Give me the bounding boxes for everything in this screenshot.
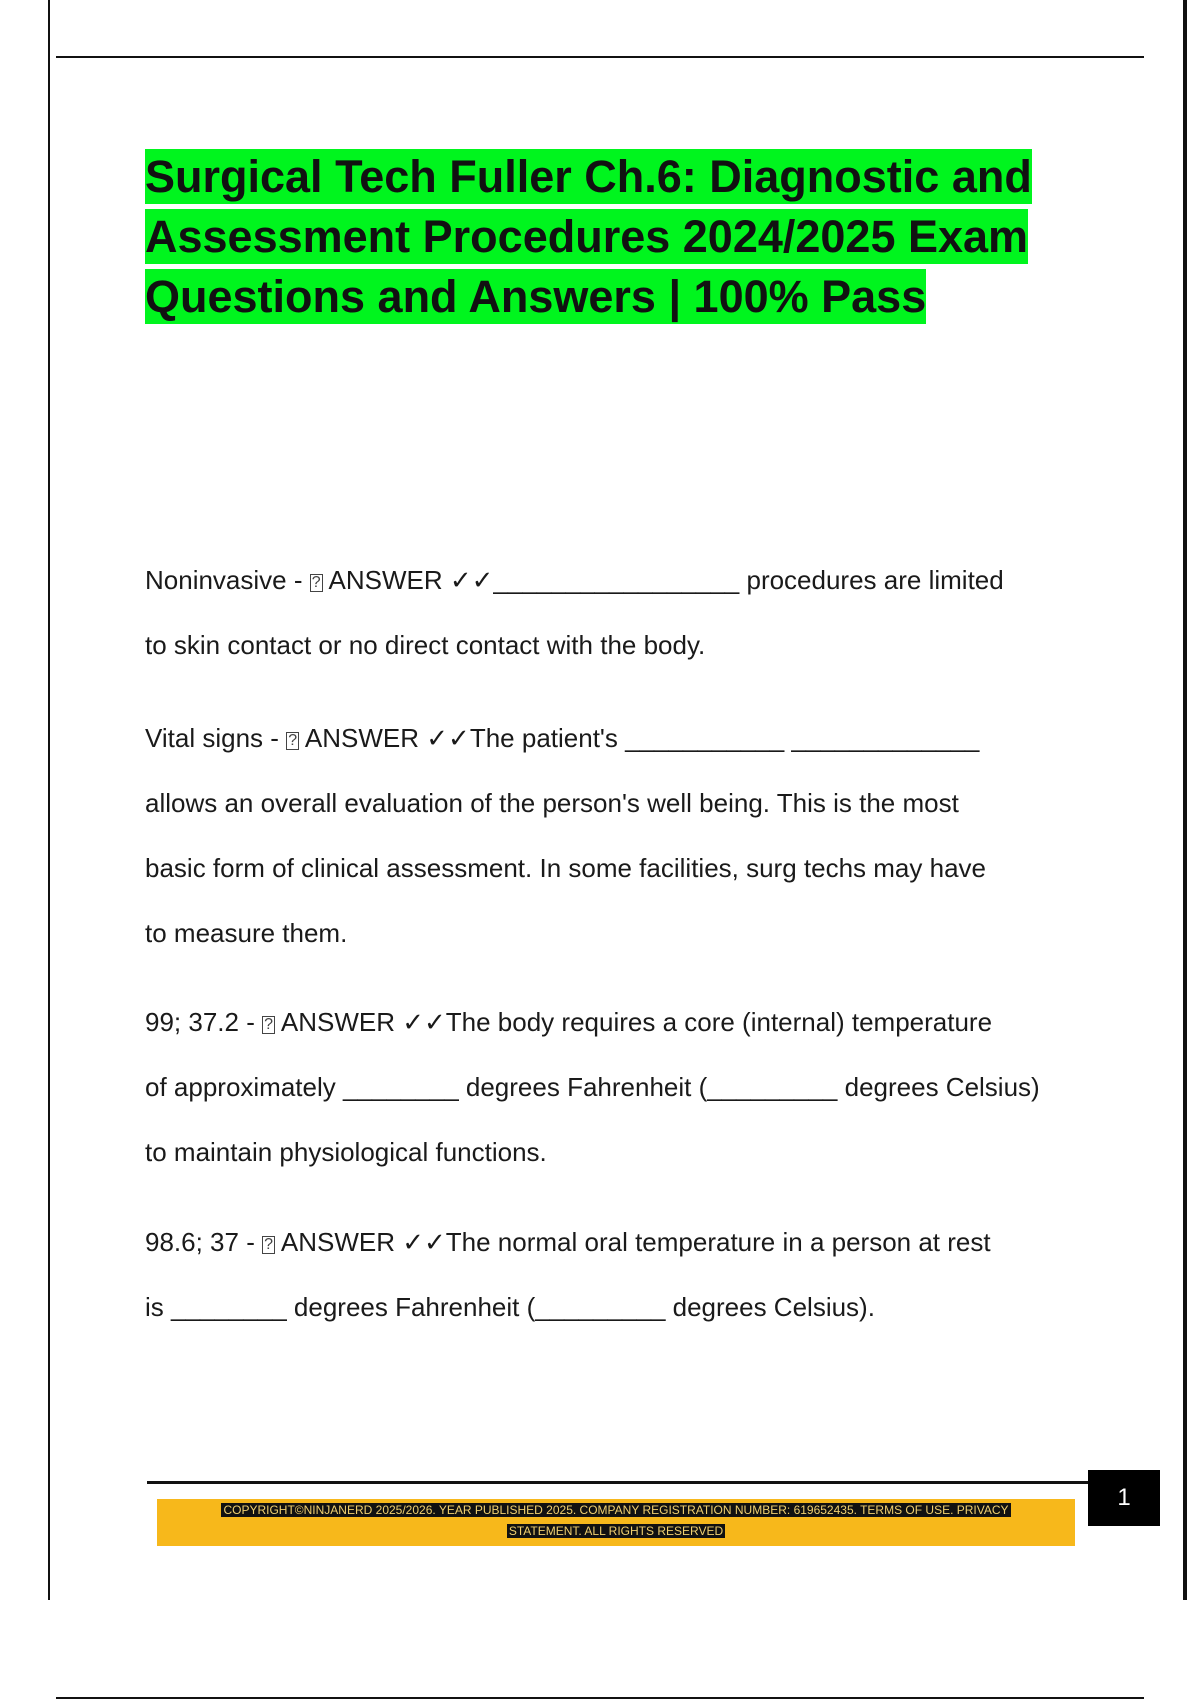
qa-answer-text: ANSWER ✓✓The body requires a core (internal) temperature: [275, 1007, 993, 1037]
qa-answer-term: 98.6; 37 -: [145, 1227, 263, 1257]
copyright-line-2: STATEMENT. ALL RIGHTS RESERVED: [508, 1524, 724, 1538]
qa-item-vital-signs: [145, 706, 1105, 966]
footer-rule: [147, 1481, 1097, 1484]
qa-line: to measure them.: [145, 918, 348, 948]
qa-line: allows an overall evaluation of the person's well being. This is the most: [145, 788, 959, 818]
unknown-glyph-icon: ?: [310, 574, 323, 592]
page-border-right: [1183, 0, 1187, 1600]
qa-line: is ________ degrees Fahrenheit (_________ degrees Celsius).: [145, 1292, 875, 1322]
page-number: 1: [1088, 1470, 1160, 1526]
qa-line: [145, 990, 1105, 1055]
qa-line: [145, 1210, 1105, 1275]
unknown-glyph-icon: ?: [262, 1236, 275, 1254]
qa-line: [145, 706, 1105, 771]
qa-item-oral-temperature: [145, 1210, 1105, 1340]
copyright-notice: [157, 1499, 1075, 1546]
page-bottom-rule: [56, 1697, 1144, 1699]
qa-answer-term: Vital signs -: [145, 723, 287, 753]
qa-line: [145, 548, 1105, 613]
unknown-glyph-icon: ?: [262, 1016, 275, 1034]
page-border-left: [48, 0, 50, 1600]
document-title: [145, 147, 1085, 327]
unknown-glyph-icon: ?: [286, 732, 299, 750]
header-rule: [56, 56, 1144, 58]
qa-line: to skin contact or no direct contact with the body.: [145, 630, 706, 660]
qa-line: of approximately ________ degrees Fahrenheit (_________ degrees Celsius): [145, 1072, 1040, 1102]
qa-item-noninvasive: [145, 548, 1105, 678]
qa-line: basic form of clinical assessment. In some facilities, surg techs may have: [145, 853, 986, 883]
qa-line: to maintain physiological functions.: [145, 1137, 547, 1167]
qa-answer-text: ANSWER ✓✓_________________ procedures are limited: [322, 565, 1004, 595]
qa-answer-text: ANSWER ✓✓The normal oral temperature in a person at rest: [275, 1227, 991, 1257]
qa-item-core-temperature: [145, 990, 1105, 1185]
copyright-line-1: COPYRIGHT©NINJANERD 2025/2026. YEAR PUBLISHED 2025. COMPANY REGISTRATION NUMBER: 619652435. TERMS OF USE. PRIVACY: [223, 1503, 1009, 1517]
qa-answer-text: ANSWER ✓✓The patient's ___________ _____________: [299, 723, 980, 753]
document-title-text: Surgical Tech Fuller Ch.6: Diagnostic and Assessment Procedures 2024/2025 Exam Questions and Answers | 100% Pass: [145, 151, 1032, 322]
qa-answer-term: 99; 37.2 -: [145, 1007, 263, 1037]
qa-answer-term: Noninvasive -: [145, 565, 310, 595]
